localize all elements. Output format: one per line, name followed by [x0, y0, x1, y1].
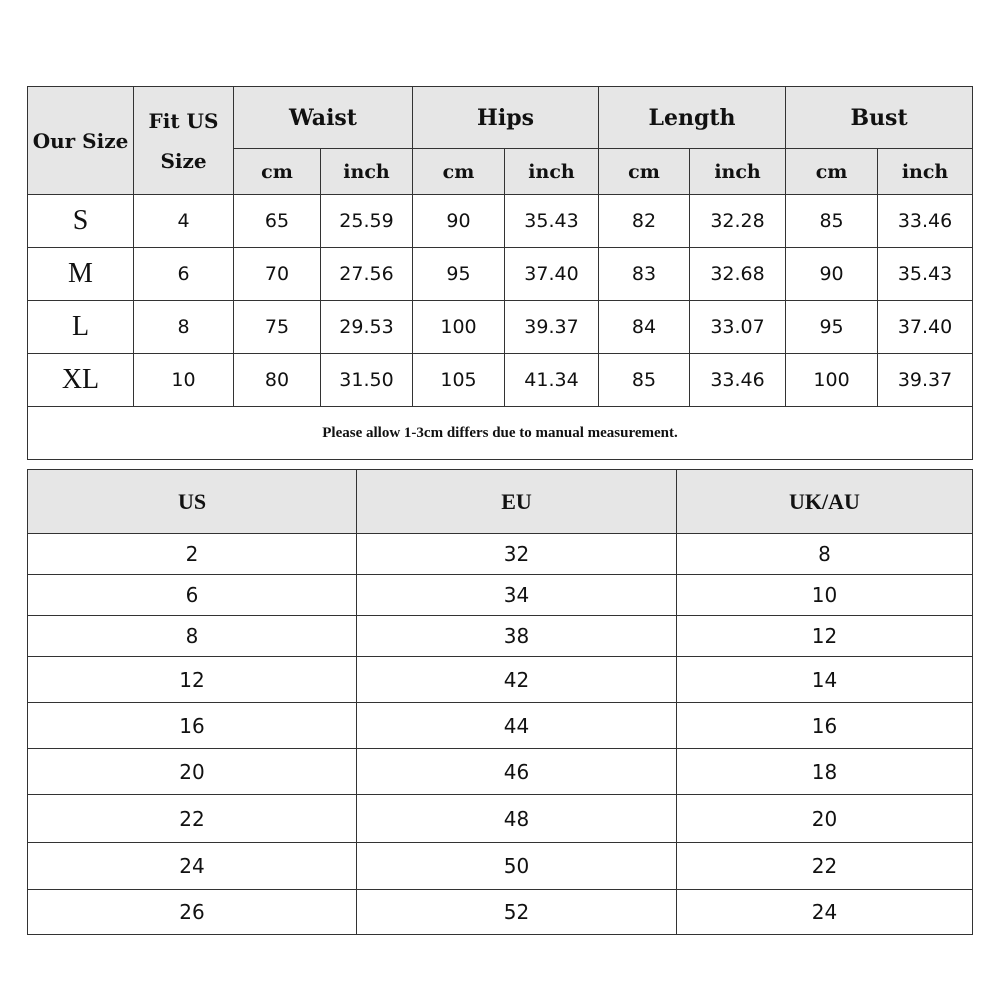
bust-header: Bust — [786, 87, 973, 149]
table-row — [28, 575, 973, 616]
table-row — [28, 703, 973, 749]
table-row — [28, 354, 973, 407]
fit-us-size-value: 10 — [134, 354, 234, 407]
waist-cm-value: 70 — [234, 248, 321, 301]
table-row — [28, 301, 973, 354]
length-cm-value: 84 — [599, 301, 690, 354]
us-value: 26 — [28, 890, 357, 935]
table-row — [28, 534, 973, 575]
uk-au-header: UK/AU — [677, 470, 973, 534]
hips-inch-value: 41.34 — [505, 354, 599, 407]
table-row — [28, 616, 973, 657]
table-row — [28, 749, 973, 795]
us-value: 12 — [28, 657, 357, 703]
hips-inch-value: 39.37 — [505, 301, 599, 354]
waist-inch-value: 25.59 — [321, 195, 413, 248]
uk-au-value: 18 — [677, 749, 973, 795]
bust-cm-value: 95 — [786, 301, 878, 354]
fit-us-size-value: 6 — [134, 248, 234, 301]
uk-au-value: 20 — [677, 795, 973, 843]
table-row — [28, 657, 973, 703]
us-value: 2 — [28, 534, 357, 575]
fit-us-size-value: 8 — [134, 301, 234, 354]
length-cm-value: 82 — [599, 195, 690, 248]
eu-value: 44 — [357, 703, 677, 749]
uk-au-value: 24 — [677, 890, 973, 935]
size-label: M — [28, 248, 134, 301]
length-inch-header: inch — [690, 149, 786, 195]
waist-inch-value: 27.56 — [321, 248, 413, 301]
waist-cm-value: 80 — [234, 354, 321, 407]
uk-au-value: 16 — [677, 703, 973, 749]
waist-inch-header: inch — [321, 149, 413, 195]
bust-inch-value: 33.46 — [878, 195, 973, 248]
us-value: 24 — [28, 843, 357, 890]
us-header: US — [28, 470, 357, 534]
hips-cm-header: cm — [413, 149, 505, 195]
eu-value: 38 — [357, 616, 677, 657]
fit-us-size-header: Fit US Size — [134, 87, 234, 195]
length-cm-value: 85 — [599, 354, 690, 407]
size-label: S — [28, 195, 134, 248]
eu-value: 32 — [357, 534, 677, 575]
eu-value: 42 — [357, 657, 677, 703]
length-cm-header: cm — [599, 149, 690, 195]
uk-au-value: 22 — [677, 843, 973, 890]
hips-inch-value: 35.43 — [505, 195, 599, 248]
waist-cm-value: 65 — [234, 195, 321, 248]
hips-inch-header: inch — [505, 149, 599, 195]
us-value: 20 — [28, 749, 357, 795]
length-inch-value: 32.68 — [690, 248, 786, 301]
bust-inch-value: 35.43 — [878, 248, 973, 301]
waist-inch-value: 29.53 — [321, 301, 413, 354]
length-header: Length — [599, 87, 786, 149]
eu-header: EU — [357, 470, 677, 534]
bust-inch-header: inch — [878, 149, 973, 195]
us-value: 6 — [28, 575, 357, 616]
length-cm-value: 83 — [599, 248, 690, 301]
bust-inch-value: 37.40 — [878, 301, 973, 354]
eu-value: 52 — [357, 890, 677, 935]
eu-value: 34 — [357, 575, 677, 616]
bust-cm-value: 100 — [786, 354, 878, 407]
us-value: 16 — [28, 703, 357, 749]
hips-header: Hips — [413, 87, 599, 149]
size-label: L — [28, 301, 134, 354]
our-size-header: Our Size — [28, 87, 134, 195]
hips-cm-value: 105 — [413, 354, 505, 407]
eu-value: 46 — [357, 749, 677, 795]
length-inch-value: 33.46 — [690, 354, 786, 407]
hips-cm-value: 100 — [413, 301, 505, 354]
length-inch-value: 32.28 — [690, 195, 786, 248]
size-label: XL — [28, 354, 134, 407]
table-row — [28, 195, 973, 248]
size-conversion-table — [27, 469, 973, 935]
length-inch-value: 33.07 — [690, 301, 786, 354]
bust-cm-header: cm — [786, 149, 878, 195]
us-value: 8 — [28, 616, 357, 657]
fit-us-size-value: 4 — [134, 195, 234, 248]
hips-cm-value: 90 — [413, 195, 505, 248]
uk-au-value: 10 — [677, 575, 973, 616]
bust-cm-value: 85 — [786, 195, 878, 248]
table-row — [28, 248, 973, 301]
table-row — [28, 890, 973, 935]
uk-au-value: 12 — [677, 616, 973, 657]
uk-au-value: 14 — [677, 657, 973, 703]
waist-cm-value: 75 — [234, 301, 321, 354]
size-chart-table — [27, 86, 973, 460]
bust-cm-value: 90 — [786, 248, 878, 301]
hips-cm-value: 95 — [413, 248, 505, 301]
eu-value: 50 — [357, 843, 677, 890]
bust-inch-value: 39.37 — [878, 354, 973, 407]
uk-au-value: 8 — [677, 534, 973, 575]
hips-inch-value: 37.40 — [505, 248, 599, 301]
us-value: 22 — [28, 795, 357, 843]
eu-value: 48 — [357, 795, 677, 843]
waist-inch-value: 31.50 — [321, 354, 413, 407]
table-row — [28, 795, 973, 843]
waist-header: Waist — [234, 87, 413, 149]
waist-cm-header: cm — [234, 149, 321, 195]
measurement-note: Please allow 1-3cm differs due to manual measurement. — [28, 407, 973, 460]
table-row — [28, 843, 973, 890]
